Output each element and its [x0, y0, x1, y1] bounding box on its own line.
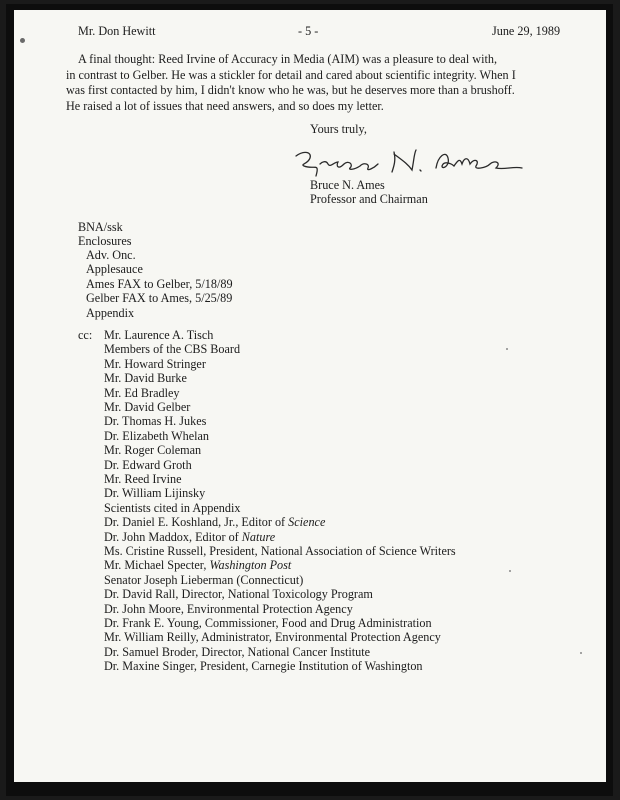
- handwritten-signature: [290, 142, 530, 182]
- cc-recipient: [104, 544, 456, 558]
- cc-recipient-publication: Washington Post: [209, 558, 292, 573]
- closing-paragraph: [66, 52, 558, 114]
- signer-name: Bruce N. Ames: [310, 178, 385, 192]
- cc-recipient-text: Mr. David Burke: [104, 371, 187, 386]
- cc-recipient: [104, 357, 206, 371]
- cc-recipient-text: Mr. Reed Irvine: [104, 472, 182, 486]
- paragraph-line: was first contacted by him, I didn't know who he was, but he deserves more than a brushoff.: [66, 83, 515, 97]
- cc-recipient: [104, 342, 240, 356]
- paragraph-line: He raised a lot of issues that need answers, and so does my letter.: [66, 98, 384, 113]
- cc-recipient: [104, 486, 205, 500]
- cc-recipient-text: Dr. Samuel Broder, Director, National Cancer Institute: [104, 644, 371, 659]
- cc-recipient-text: Senator Joseph Lieberman (Connecticut): [104, 572, 304, 587]
- cc-recipient-text: Mr. Howard Stringer: [104, 356, 206, 371]
- enclosure-item: Appendix: [86, 305, 135, 320]
- cc-recipient: [104, 458, 192, 472]
- cc-recipient: [104, 573, 303, 587]
- letter-page: [14, 10, 606, 782]
- enclosure-item: Adv. Onc.: [86, 248, 136, 262]
- signature-text: Bruce N. Ames: [290, 142, 297, 143]
- cc-recipient: [104, 414, 206, 428]
- cc-recipient-text: Dr. Thomas H. Jukes: [104, 414, 207, 429]
- cc-recipient: [104, 429, 209, 443]
- cc-recipient: [104, 645, 370, 659]
- header-recipient: Mr. Don Hewitt: [78, 24, 156, 38]
- cc-recipient-text: Dr. David Rall, Director, National Toxicology Program: [104, 587, 373, 602]
- cc-recipient: [104, 371, 187, 385]
- cc-recipient: [104, 630, 441, 644]
- cc-recipient-text: Dr. Daniel E. Koshland, Jr., Editor of: [104, 515, 289, 530]
- cc-recipient: [104, 659, 423, 673]
- cc-recipient: [104, 328, 213, 342]
- speck-mark: [509, 570, 511, 572]
- cc-recipient: [104, 386, 179, 400]
- paragraph-line: A final thought: Reed Irvine of Accuracy in Media (AIM) was a pleasure to deal with,: [78, 52, 497, 66]
- speck-mark: [580, 652, 582, 654]
- cc-recipient: [104, 443, 201, 457]
- cc-recipient-text: Dr. Maxine Singer, President, Carnegie Institution of Washington: [104, 659, 423, 674]
- cc-recipient-text: Members of the CBS Board: [104, 342, 241, 357]
- cc-recipient-text: Dr. Edward Groth: [104, 457, 192, 472]
- header-page-number: - 5 -: [298, 24, 319, 38]
- enclosure-item: Applesauce: [86, 262, 143, 277]
- cc-recipient-publication: Science: [288, 515, 326, 530]
- cc-recipient-publication: Nature: [241, 529, 276, 544]
- enclosure-item: Ames FAX to Gelber, 5/18/89: [86, 276, 233, 291]
- cc-recipient-text: Ms. Cristine Russell, President, National Association of Science Writers: [104, 544, 456, 558]
- cc-recipient-text: Dr. John Moore, Environmental Protection Agency: [104, 601, 353, 616]
- reference-initials: BNA/ssk: [78, 220, 123, 234]
- cc-recipient: [104, 515, 325, 529]
- header-date: June 29, 1989: [492, 24, 561, 38]
- cc-recipient: [104, 558, 291, 572]
- cc-recipient: [104, 501, 240, 515]
- enclosure-item: Gelber FAX to Ames, 5/25/89: [86, 291, 233, 306]
- cc-recipient: [104, 530, 275, 544]
- cc-recipient: [104, 587, 373, 601]
- cc-recipient-text: Dr. John Maddox, Editor of: [104, 529, 242, 544]
- cc-recipient-text: Mr. Ed Bradley: [104, 385, 180, 400]
- punch-hole-mark: [20, 38, 25, 43]
- speck-mark: [506, 348, 508, 350]
- cc-label: cc:: [78, 328, 93, 342]
- cc-recipient-text: Mr. Michael Specter,: [104, 558, 210, 573]
- cc-recipient-text: Dr. Elizabeth Whelan: [104, 428, 210, 443]
- cc-recipient-text: Dr. Frank E. Young, Commissioner, Food and Drug Administration: [104, 616, 432, 630]
- cc-recipient-text: Mr. Roger Coleman: [104, 443, 202, 458]
- cc-recipient-text: Scientists cited in Appendix: [104, 500, 241, 515]
- enclosures-label: Enclosures: [78, 234, 132, 248]
- cc-recipient-text: Dr. William Lijinsky: [104, 486, 206, 501]
- cc-recipient-text: Mr. William Reilly, Administrator, Environmental Protection Agency: [104, 630, 441, 645]
- cc-recipient: [104, 602, 353, 616]
- cc-recipient: [104, 616, 432, 630]
- signer-title: Professor and Chairman: [310, 192, 428, 206]
- cc-recipient-text: Mr. David Gelber: [104, 400, 191, 414]
- cc-recipient: [104, 400, 190, 414]
- paragraph-line: in contrast to Gelber. He was a stickler for detail and cared about scientific integrity. When I: [66, 67, 516, 82]
- cc-recipient-text: Mr. Laurence A. Tisch: [104, 328, 214, 342]
- valediction: Yours truly,: [310, 122, 367, 136]
- cc-recipient: [104, 472, 182, 486]
